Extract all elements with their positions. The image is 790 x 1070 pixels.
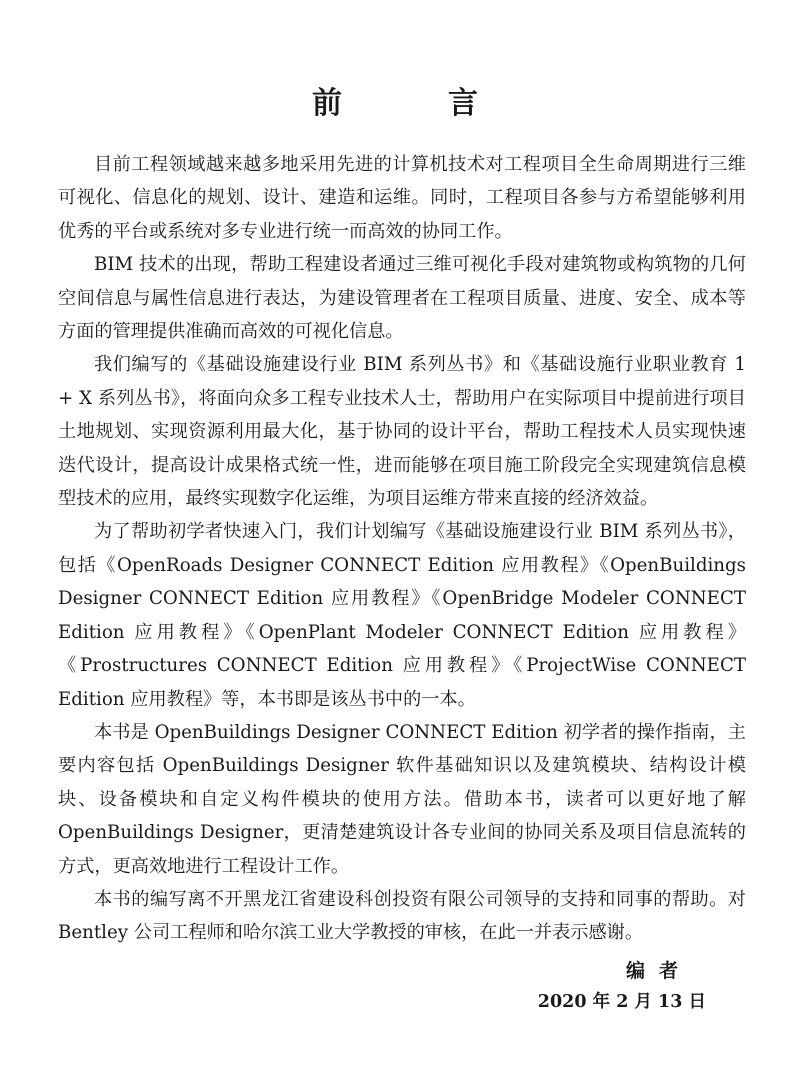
paragraph-6: 本书的编写离不开黑龙江省建设科创投资有限公司领导的支持和同事的帮助。对 Bentley 公司工程师和哈尔滨工业大学教授的审核，在此一并表示感谢。 (58, 888, 746, 944)
preface-body (58, 148, 746, 950)
paragraph-3: 我们编写的《基础设施建设行业 BIM 系列丛书》和《基础设施行业职业教育 1 + X 系列丛书》，将面向众多工程专业技术人士，帮助用户在实际项目中提前进行项目土地规划、实现资源利用最大化，基于协同的设计平台，帮助工程技术人员实现快速迭代设计，提高设计成果格式统一性，进而能够在项目施工阶段完全实现建筑信息模型技术的应用，最终实现数字化运维，为项目运维方带来直接的经济效益。 (58, 354, 746, 510)
signature-block (538, 955, 706, 1017)
page-title: 前 言 (312, 86, 516, 121)
signature-author: 编者 (625, 960, 692, 982)
signature-date: 2020 年 2 月 13 日 (537, 992, 706, 1012)
paragraph-2: BIM 技术的出现，帮助工程建设者通过三维可视化手段对建筑物或构筑物的几何空间信息与属性信息进行表达，为建设管理者在工程项目质量、进度、安全、成本等方面的管理提供准确而高效的可视化信息。 (58, 254, 746, 343)
paragraph-4: 为了帮助初学者快速入门，我们计划编写《基础设施建设行业 BIM 系列丛书》，包括《OpenRoads Designer CONNECT Edition 应用教程》《OpenBuildings Designer CONNECT Edition 应用教程》《OpenBridge Modeler CONNECT Edition 应用教程》《OpenPlant Modeler CONNECT Edition 应用教程》《Prostructures CONNECT Edition 应用教程》《ProjectWise CONNECT Edition 应用教程》等，本书即是该丛书中的一本。 (58, 521, 746, 710)
paragraph-5: 本书是 OpenBuildings Designer CONNECT Edition 初学者的操作指南，主要内容包括 OpenBuildings Designer 软件基础知识以及建筑模块、结构设计模块、设备模块和自定义构件模块的使用方法。借助本书，读者可以更好地了解 OpenBuildings Designer，更清楚建筑设计各专业间的协同关系及项目信息流转的方式，更高效地进行工程设计工作。 (58, 721, 746, 877)
paragraph-1: 目前工程领域越来越多地采用先进的计算机技术对工程项目全生命周期进行三维可视化、信息化的规划、设计、建造和运维。同时，工程项目各参与方希望能够利用优秀的平台或系统对多专业进行统一而高效的协同工作。 (58, 154, 746, 242)
